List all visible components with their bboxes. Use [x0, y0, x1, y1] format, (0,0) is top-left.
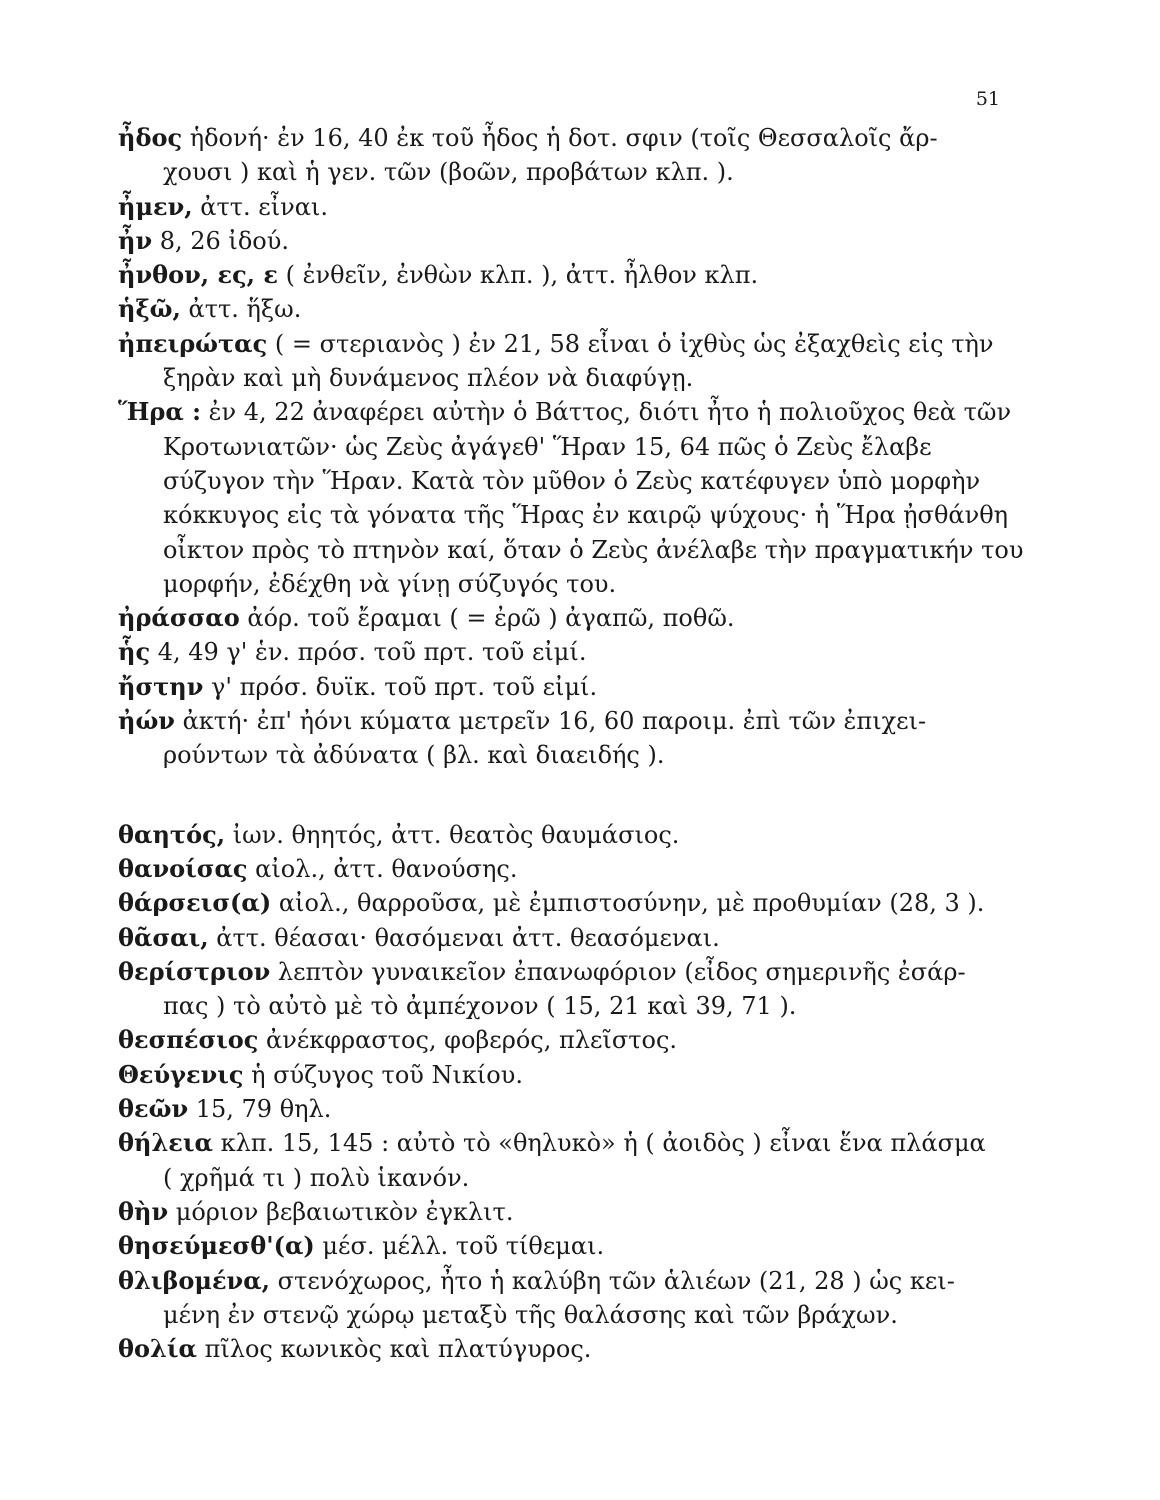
entry-definition-text: 8, 26 ἰδού.	[152, 226, 289, 255]
entry-headword: ἠράσσαο	[118, 603, 240, 633]
entry-definition-text: ἡδονή· ἐν 16, 40 ἐκ τοῦ ἦδος ἡ δοτ. σφιν (τοῖς Θεσσαλοῖς ἄρ-	[182, 124, 938, 152]
dictionary-entry	[0, 670, 1160, 704]
entry-definition-text: ρούντων τὰ ἀδύνατα ( βλ. καὶ διαειδής ).	[163, 741, 665, 770]
entry-definition-text: μέσ. μέλλ. τοῦ τίθεμαι.	[314, 1232, 605, 1261]
entry-first-line	[0, 1264, 1160, 1298]
entry-first-line	[0, 704, 1160, 738]
entry-continuation-line	[0, 498, 1160, 532]
entry-first-line	[0, 327, 1160, 361]
entry-headword: θᾶσαι,	[118, 922, 209, 952]
entry-first-line	[0, 1092, 1160, 1126]
entry-definition-text: ( χρῆμά τι ) πολὺ ἱκανόν.	[163, 1163, 470, 1192]
entry-definition-text: οἶκτον πρὸς τὸ πτηνὸν καί, ὅταν ὁ Ζεὺς ἀνέλαβε τὴν πραγματικήν του	[163, 535, 1024, 564]
entry-first-line	[0, 1229, 1160, 1263]
dictionary-entry	[0, 601, 1160, 635]
entry-definition-text: στενόχωρος, ἦτο ἡ καλύβη τῶν ἁλιέων (21, 28 ) ὡς κει-	[270, 1266, 955, 1295]
entry-continuation-line	[0, 989, 1160, 1023]
dictionary-entry	[0, 190, 1160, 224]
dictionary-entry	[0, 292, 1160, 326]
page-number: 51	[975, 88, 1000, 110]
entry-first-line	[0, 955, 1160, 989]
entry-headword: ἦν	[118, 225, 153, 255]
dictionary-entry	[0, 1058, 1160, 1092]
entry-definition-text: ἰων. θηητός, ἀττ. θεατὸς θαυμάσιος.	[225, 820, 680, 849]
entry-first-line	[0, 1195, 1160, 1229]
dictionary-entry	[0, 1332, 1160, 1366]
entry-headword: Θεύγενις	[118, 1059, 244, 1089]
entry-continuation-line	[0, 155, 1160, 189]
entry-definition-text: 15, 79 θηλ.	[188, 1095, 332, 1124]
dictionary-entry	[0, 1195, 1160, 1229]
entry-definition-text: ἀττ. θέασαι· θασόμεναι ἀττ. θεασόμεναι.	[208, 923, 720, 952]
dictionary-entry	[0, 121, 1160, 190]
entry-headword: Ἥρα :	[118, 397, 202, 427]
entries-group-eta	[0, 121, 1160, 773]
entry-definition-text: ξηρὰν καὶ μὴ δυνάμενος πλέον νὰ διαφύγῃ.	[163, 364, 694, 393]
entry-first-line	[0, 852, 1160, 886]
dictionary-entry	[0, 258, 1160, 292]
entry-definition-text: ἀόρ. τοῦ ἔραμαι ( = ἐρῶ ) ἀγαπῶ, ποθῶ.	[239, 604, 735, 633]
dictionary-entry	[0, 1092, 1160, 1126]
entry-headword: θεῶν	[118, 1094, 189, 1124]
entry-headword: ἧς	[118, 637, 151, 667]
entry-headword: θερίστριον	[118, 956, 271, 986]
entry-first-line	[0, 121, 1160, 155]
entry-headword: ἤστην	[118, 671, 204, 701]
entry-continuation-line	[0, 1298, 1160, 1332]
entry-first-line	[0, 190, 1160, 224]
dictionary-entry	[0, 1126, 1160, 1195]
entry-definition-text: ἀττ. ἥξω.	[180, 295, 302, 324]
entry-definition-text: κλπ. 15, 145 : αὐτὸ τὸ «θηλυκὸ» ἡ ( ἀοιδὸς ) εἶναι ἕνα πλάσμα	[212, 1129, 986, 1158]
entry-definition-text: αἰολ., θαρροῦσα, μὲ ἐμπιστοσύνην, μὲ προθυμίαν (28, 3 ).	[271, 889, 985, 918]
entry-headword: θάρσεισ(α)	[118, 888, 272, 918]
entry-definition-text: αἰολ., ἀττ. θανούσης.	[247, 854, 518, 883]
entry-headword: θανοίσας	[118, 853, 248, 883]
entry-definition-text: κόκκυγος εἰς τὰ γόνατα τῆς Ἥρας ἐν καιρῷ ψύχους· ἡ Ἥρα ᾐσθάνθη	[163, 501, 1009, 530]
entry-definition-text: γ' πρόσ. δυϊκ. τοῦ πρτ. τοῦ εἰμί.	[203, 672, 598, 701]
dictionary-entry	[0, 224, 1160, 258]
entry-definition-text: σύζυγον τὴν Ἥραν. Κατὰ τὸν μῦθον ὁ Ζεὺς κατέφυγεν ὑπὸ μορφὴν	[163, 466, 981, 495]
entry-continuation-line	[0, 567, 1160, 601]
entry-continuation-line	[0, 464, 1160, 498]
section-gap	[0, 773, 1160, 818]
entry-headword: θαητός,	[118, 819, 226, 849]
dictionary-entry	[0, 852, 1160, 886]
entry-headword: θολία	[118, 1334, 197, 1364]
entry-headword: θήλεια	[118, 1128, 213, 1158]
entry-continuation-line	[0, 430, 1160, 464]
dictionary-entry	[0, 327, 1160, 396]
entries-group-theta	[0, 818, 1160, 1367]
entry-definition-text: ( ἐνθεῖν, ἐνθὼν κλπ. ), ἀττ. ἦλθον κλπ.	[277, 261, 759, 290]
entry-headword: ἠών	[118, 706, 175, 736]
dictionary-entry	[0, 818, 1160, 852]
entry-definition-text: πῖλος κωνικὸς καὶ πλατύγυρος.	[196, 1335, 592, 1364]
entry-headword: ἠπειρώτας	[118, 328, 268, 358]
entry-definition-text: μορφήν, ἐδέχθη νὰ γίνῃ σύζυγός του.	[163, 569, 617, 598]
entry-first-line	[0, 818, 1160, 852]
entry-first-line	[0, 635, 1160, 669]
entry-continuation-line	[0, 1161, 1160, 1195]
entry-definition-text: ἀνέκφραστος, φοβερός, πλεῖστος.	[258, 1026, 678, 1055]
entry-first-line	[0, 224, 1160, 258]
dictionary-entry	[0, 635, 1160, 669]
entry-definition-text: ἡ σύζυγος τοῦ Νικίου.	[243, 1060, 523, 1089]
entry-continuation-line	[0, 361, 1160, 395]
entry-first-line	[0, 1332, 1160, 1366]
entry-first-line	[0, 292, 1160, 326]
dictionary-entry	[0, 395, 1160, 601]
entry-definition-text: ἀκτή· ἐπ' ἠόνι κύματα μετρεῖν 16, 60 παροιμ. ἐπὶ τῶν ἐπιχει-	[174, 707, 927, 736]
dictionary-entry	[0, 704, 1160, 773]
dictionary-entry	[0, 1264, 1160, 1333]
dictionary-entries	[0, 121, 1160, 1366]
entry-definition-text: λεπτὸν γυναικεῖον ἐπανωφόριον (εἶδος σημερινῆς ἐσάρ-	[270, 957, 966, 986]
entry-definition-text: πας ) τὸ αὐτὸ μὲ τὸ ἀμπέχονον ( 15, 21 καὶ 39, 71 ).	[163, 992, 797, 1021]
entry-first-line	[0, 886, 1160, 920]
entry-headword: θεσπέσιος	[118, 1025, 259, 1055]
entry-definition-text: ( = στεριανὸς ) ἐν 21, 58 εἶναι ὁ ἰχθὺς ὡς ἐξαχθεὶς εἰς τὴν	[267, 329, 994, 358]
dictionary-entry	[0, 955, 1160, 1024]
entry-definition-text: 4, 49 γ' ἑν. πρόσ. τοῦ πρτ. τοῦ εἰμί.	[150, 638, 587, 667]
entry-continuation-line	[0, 533, 1160, 567]
entry-headword: ἦδος	[118, 123, 183, 152]
entry-first-line	[0, 395, 1160, 429]
entry-definition-text: μένη ἐν στενῷ χώρῳ μεταξὺ τῆς θαλάσσης καὶ τῶν βράχων.	[163, 1300, 898, 1329]
entry-first-line	[0, 670, 1160, 704]
entry-continuation-line	[0, 738, 1160, 772]
entry-headword: θὴν	[118, 1196, 169, 1226]
entry-headword: ἡξῶ,	[118, 294, 181, 324]
dictionary-entry	[0, 1023, 1160, 1057]
entry-definition-text: ἀττ. εἶναι.	[192, 192, 328, 221]
entry-headword: ἦμεν,	[118, 191, 193, 221]
entry-first-line	[0, 601, 1160, 635]
entry-definition-text: Κροτωνιατῶν· ὡς Ζεὺς ἀγάγεθ' Ἥραν 15, 64 πῶς ὁ Ζεὺς ἔλαβε	[163, 432, 932, 461]
entry-headword: θλιβομένα,	[118, 1265, 271, 1295]
dictionary-entry	[0, 921, 1160, 955]
dictionary-entry	[0, 886, 1160, 920]
entry-first-line	[0, 258, 1160, 292]
entry-definition-text: μόριον βεβαιωτικὸν ἐγκλιτ.	[168, 1197, 514, 1226]
entry-definition-text: ἐν 4, 22 ἀναφέρει αὐτὴν ὁ Βάττος, διότι ἦτο ἡ πολιοῦχος θεὰ τῶν	[201, 398, 1012, 427]
entry-first-line	[0, 1023, 1160, 1057]
entry-first-line	[0, 1058, 1160, 1092]
entry-definition-text: χουσι ) καὶ ἡ γεν. τῶν (βοῶν, προβάτων κλπ. ).	[163, 158, 734, 187]
entry-first-line	[0, 921, 1160, 955]
entry-headword: ἦνθον, ες, ε	[118, 260, 278, 290]
entry-headword: θησεύμεσθ'(α)	[118, 1231, 315, 1261]
dictionary-entry	[0, 1229, 1160, 1263]
entry-first-line	[0, 1126, 1160, 1160]
